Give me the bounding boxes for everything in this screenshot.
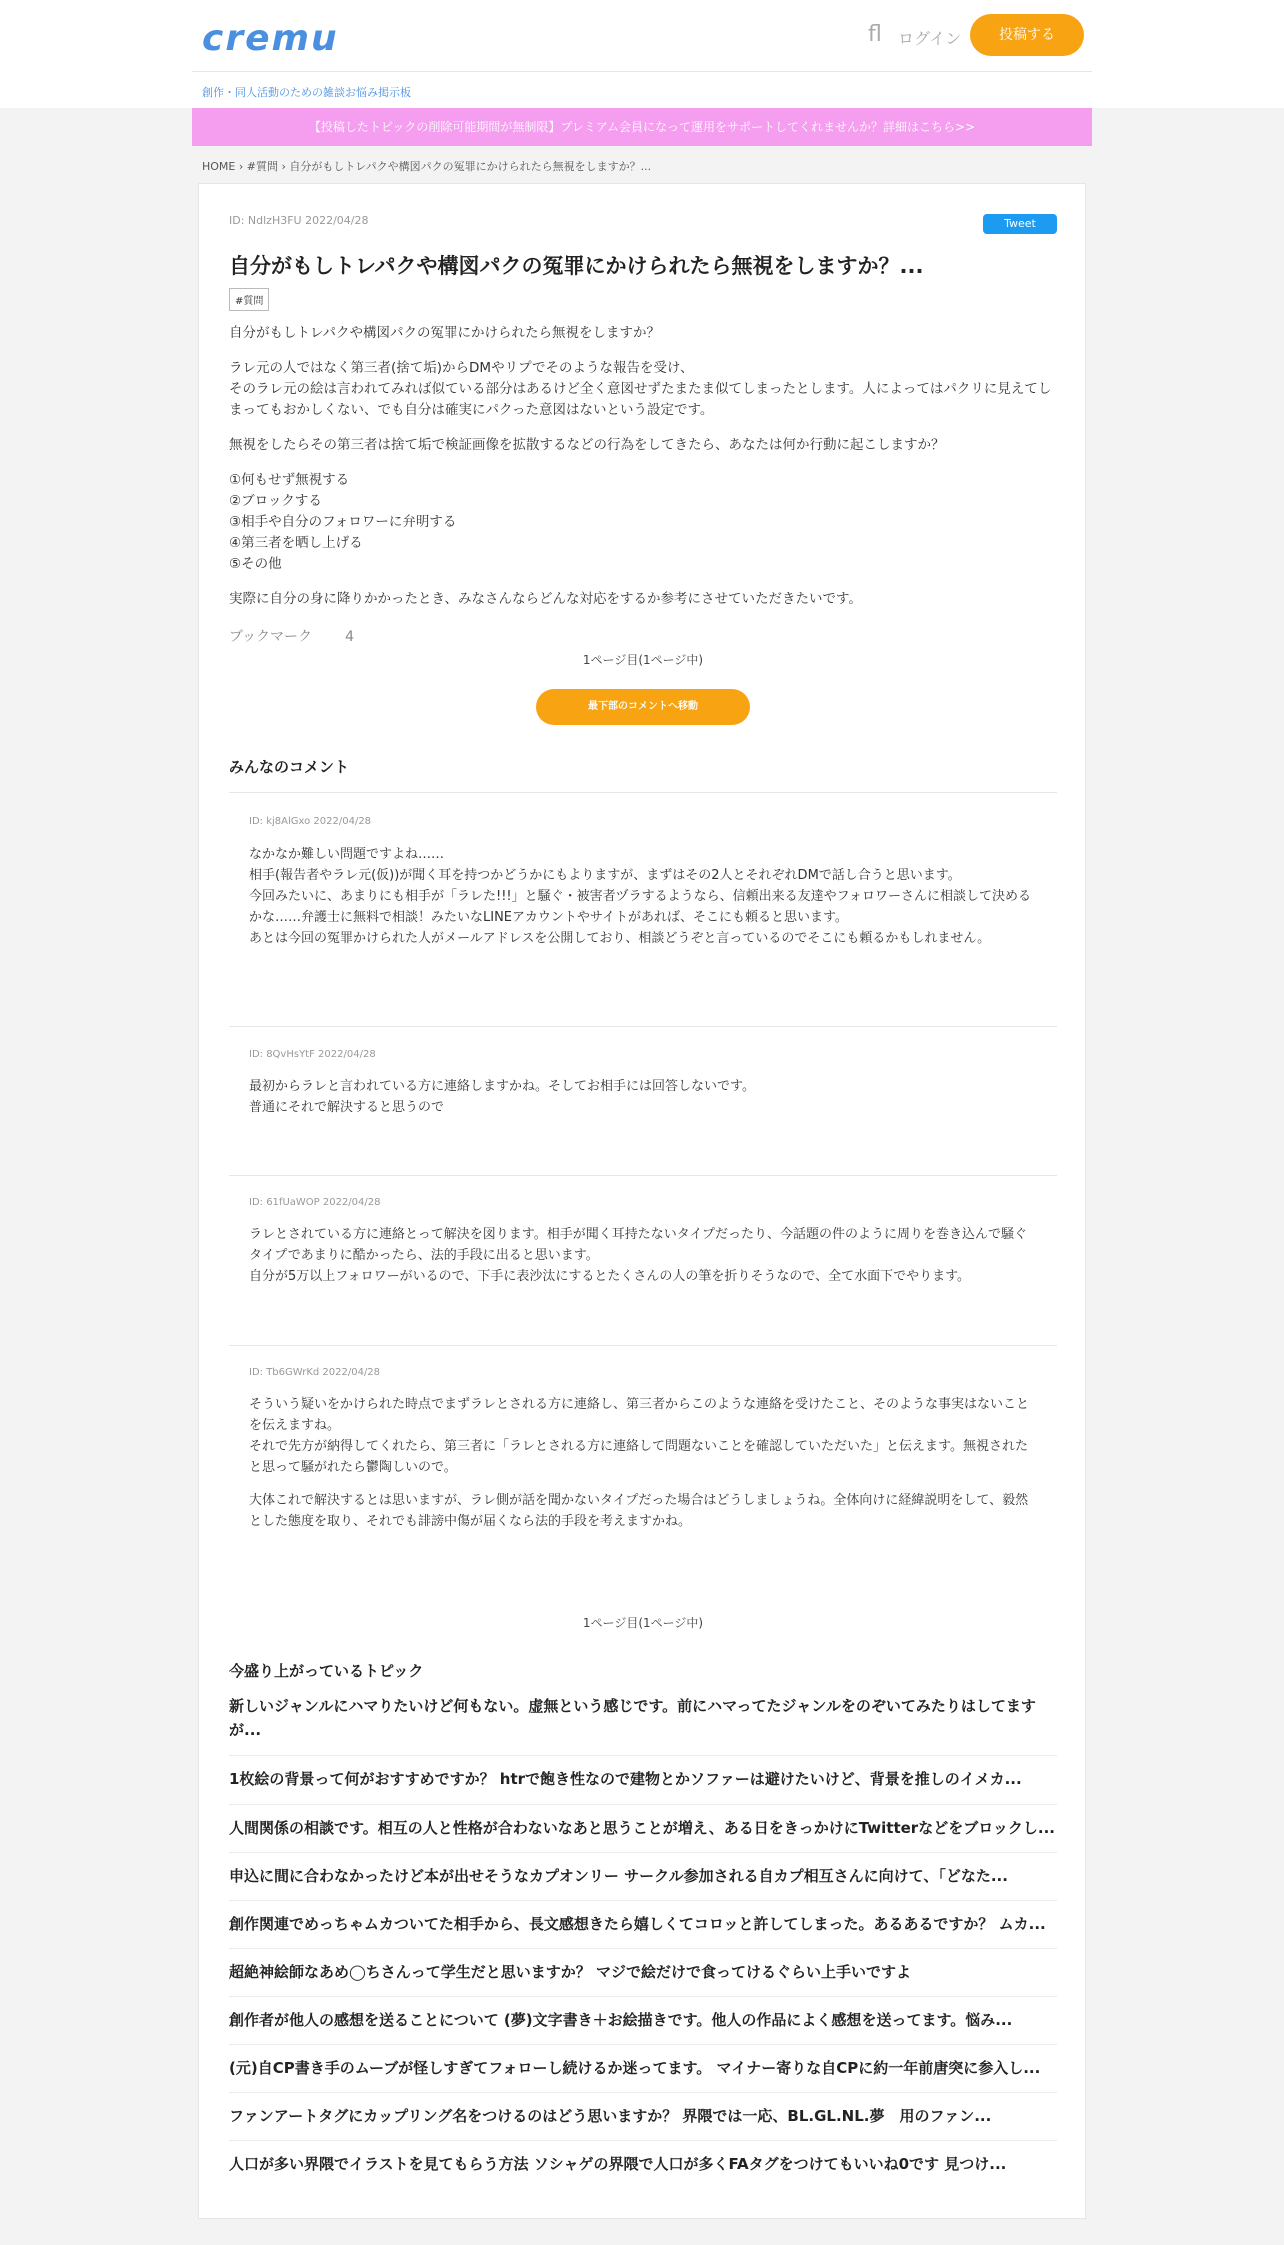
breadcrumb[interactable]: HOME › #質問 › 自分がもしトレパクや構図パクの冤罪にかけられたら無視をしますか？... [202,160,652,173]
search-icon[interactable]: fl [868,22,882,47]
divider [229,1175,1057,1176]
jump-to-bottom-button[interactable] [536,689,750,725]
trending-topic-link[interactable]: (元)自CP書き手のムーブが怪しすぎてフォローし続けるか迷ってます。 マイナー寄りな自CPに約一年前唐突に参入し... [229,2059,1041,2077]
topic-title: 自分がもしトレパクや構図パクの冤罪にかけられたら無視をしますか？... [229,254,924,278]
topic-paragraph: 実際に自分の身に降りかかったとき、みなさんならどんな対応をするか参考にさせていただきたいです。 [229,591,862,607]
trending-topic-link[interactable]: 人口が多い界隈でイラストを見てもらう方法 ソシャゲの界隈で人口が多くFAタグをつけてもいいね0です 見つけ... [229,2155,1007,2173]
divider [229,1755,1057,1756]
comment-meta: ID: Tb6GWrKd 2022/04/28 [249,1367,381,1378]
divider [229,1996,1057,1997]
divider [229,1804,1057,1805]
divider [229,1900,1057,1901]
topic-paragraph: 自分がもしトレパクや構図パクの冤罪にかけられたら無視をしますか？ [229,325,661,341]
comments-heading: みんなのコメント [229,758,350,776]
comment-paragraph: そういう疑いをかけられた時点でまずラレとされる方に連絡し、第三者からこのような連絡を受けたこと、そのような事実はないことを伝えますね。 それで先方が納得してくれたら、第三者に「ラレとされる方に連絡して問題ないことを確認していただいた」と伝えます。無視されたと思って騒がれたら鬱陶しいので。 [249,1397,1030,1475]
tweet-button[interactable]: Tweet [983,214,1057,234]
trending-topic-link[interactable]: 申込に間に合わなかったけど本が出せそうなカプオンリー サークル参加される自カプ相互さんに向けて、「どなた... [229,1867,1008,1885]
page-info-bottom: 1ページ目(1ページ中) [582,1616,704,1630]
divider [229,2140,1057,2141]
bookmark-button[interactable]: ブックマーク [229,629,313,645]
comment-paragraph: ラレとされている方に連絡とって解決を図ります。相手が聞く耳持たないタイプだったり、今話題の件のように周りを巻き込んで騒ぐタイプであまりに酷かったら、法的手段に出ると思います。 自分が5万以上フォロワーがいるので、下手に表沙汰にするとたくさんの人の筆を折りそうなので、全て水面下でやります。 [249,1227,1028,1284]
comment-count: 4 [345,629,355,645]
divider [229,2092,1057,2093]
topic-paragraph: 無視をしたらその第三者は捨て垢で検証画像を拡散するなどの行為をしてきたら、あなたは何か行動に起こしますか？ [229,437,945,453]
topic-meta: ID: NdlzH3FU 2022/04/28 [229,214,369,227]
topic-card [198,183,1086,2219]
trending-topic-link[interactable]: ファンアートタグにカップリング名をつけるのはどう思いますか？ 界隈では一応、BL.GL.NL.夢 用のファン... [229,2107,992,2125]
jump-button-label: 最下部のコメントへ移動 [588,701,698,712]
page-info: 1ページ目(1ページ中) [582,653,704,667]
divider [229,1948,1057,1949]
divider [229,2044,1057,2045]
divider [229,1852,1057,1853]
comment-body [249,1076,1039,1130]
trending-topic-link[interactable]: 創作関連でめっちゃムカついてた相手から、長文感想きたら嬉しくてコロッと許してしまった。あるあるですか？ ムカ... [229,1915,1046,1933]
comment-paragraph: なかなか難しい問題ですよね…… 相手(報告者やラレ元(仮))が聞く耳を持つかどうかにもよりますが、まずはその2人とそれぞれDMで話し合うと思います。 今回みたいに、あまりにも相手が「ラレた!!!」と騒ぐ・被害者ヅラするようなら、信頼出来る友達やフォロワーさんに相談して決めるかな……弁護士に無料で相談！みたいなLINEアカウントやサイトがあれば、そこにも頼ると思います。 あとは今回の冤罪かけられた人がメールアドレスを公開しており、相談どうぞと言っているのでそこにも頼るかもしれません。 [249,847,1031,946]
topic-body [229,323,1057,624]
site-header [0,0,1284,108]
comment-body [249,1224,1039,1299]
premium-banner[interactable]: 【投稿したトピックの削除可能期間が無制限】プレミアム会員になって運用をサポートしてくれませんか？詳細はこちら>> [192,108,1092,146]
login-link[interactable]: ログイン [898,29,962,48]
trending-topic-link[interactable]: 人間関係の相談です。相互の人と性格が合わないなあと思うことが増え、ある日をきっかけにTwitterなどをブロックし... [229,1819,1055,1837]
divider [229,1026,1057,1027]
trending-heading: 今盛り上がっているトピック [229,1662,424,1680]
divider [229,792,1057,793]
trending-topic-link[interactable]: 創作者が他人の感想を送ることについて (夢)文字書き＋お絵描きです。他人の作品によく感想を送ってます。悩み... [229,2011,1013,2029]
comment-paragraph: 大体これで解決するとは思いますが、ラレ側が話を聞かないタイプだった場合はどうしましょうね。全体向けに経緯説明をして、毅然とした態度を取り、それでも誹謗中傷が届くなら法的手段を考えますかね。 [249,1493,1029,1529]
comment-body [249,1394,1039,1544]
comment-paragraph: 最初からラレと言われている方に連絡しますかね。そしてお相手には回答しないです。 普通にそれで解決すると思うので [249,1079,755,1115]
divider [229,1345,1057,1346]
header-inner [192,0,1092,108]
trending-topic-link[interactable]: 1枚絵の背景って何がおすすめですか？ htrで飽き性なので建物とかソファーは避けたいけど、背景を推しのイメカ... [229,1770,1022,1788]
comment-meta: ID: 61fUaWOP 2022/04/28 [249,1197,381,1208]
post-button[interactable]: 投稿する [970,14,1084,56]
trending-topic-link[interactable]: 新しいジャンルにハマりたいけど何もない。虚無という感じです。前にハマってたジャンルをのぞいてみたりはしてますが... [229,1697,1036,1739]
comment-meta: ID: 8QvHsYtF 2022/04/28 [249,1049,376,1060]
topic-paragraph: ラレ元の人ではなく第三者(捨て垢)からDMやリプでそのような報告を受け、 そのラレ元の絵は言われてみれば似ている部分はあるけど全く意図せずたまたま似てしまったとします。人によってはパクリに見えてしまってもおかしくない、でも自分は確実にパクった意図はないという設定です。 [229,360,1052,418]
trending-topic-link[interactable]: 超絶神絵師なあめ◯ちさんって学生だと思いますか？ マジで絵だけで食ってけるぐらい上手いですよ [229,1963,912,1981]
header-divider [192,71,1092,72]
topic-tag[interactable]: #質問 [229,288,269,311]
comment-meta: ID: kj8AlGxo 2022/04/28 [249,816,372,827]
topic-paragraph: ①何もせず無視する ②ブロックする ③相手や自分のフォロワーに弁明する ④第三者を晒し上げる ⑤その他 [229,472,457,572]
topic-actions [229,626,1057,646]
comment-body [249,844,1039,961]
site-logo[interactable]: cremu [202,18,339,59]
site-tagline: 創作・同人活動のための雑談お悩み掲示板 [202,86,411,99]
